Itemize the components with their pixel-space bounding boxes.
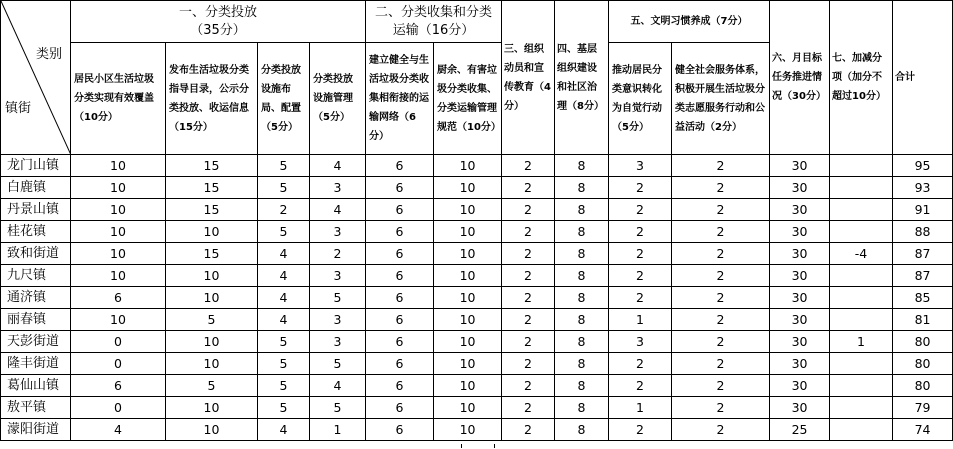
table-row	[1, 243, 953, 265]
score-cell: 10	[434, 331, 502, 353]
score-cell: 30	[770, 155, 830, 177]
score-cell: 2	[502, 287, 555, 309]
score-cell: 3	[609, 155, 672, 177]
score-cell: 10	[434, 375, 502, 397]
bonus-cell	[830, 155, 893, 177]
score-cell: 10	[166, 397, 258, 419]
table-row	[1, 331, 953, 353]
score-cell: 6	[366, 419, 434, 441]
score-cell: 6	[366, 353, 434, 375]
bonus-cell	[830, 419, 893, 441]
town-cell: 致和街道	[1, 243, 71, 265]
score-cell: 2	[258, 199, 310, 221]
score-cell: 4	[258, 243, 310, 265]
score-cell: 30	[770, 309, 830, 331]
score-cell: 4	[310, 375, 366, 397]
table-row	[1, 265, 953, 287]
score-cell: 5	[258, 353, 310, 375]
sub-header-1: 居民小区生活垃圾分类实现有效覆盖（10分）	[71, 43, 166, 155]
bonus-cell	[830, 265, 893, 287]
corner-category-label: 类别	[35, 47, 62, 62]
score-cell: 6	[366, 265, 434, 287]
town-cell: 通济镇	[1, 287, 71, 309]
total-cell: 80	[893, 375, 953, 397]
score-cell: 2	[609, 287, 672, 309]
score-cell: 10	[166, 331, 258, 353]
score-cell: 6	[366, 331, 434, 353]
town-cell: 隆丰街道	[1, 353, 71, 375]
score-cell: 8	[555, 155, 609, 177]
score-cell: 8	[555, 419, 609, 441]
total-cell: 79	[893, 397, 953, 419]
bonus-cell: 1	[830, 331, 893, 353]
score-cell: 5	[258, 155, 310, 177]
town-cell: 葛仙山镇	[1, 375, 71, 397]
score-cell: 5	[166, 375, 258, 397]
score-cell: 10	[71, 199, 166, 221]
total-cell: 87	[893, 243, 953, 265]
score-cell: 4	[258, 287, 310, 309]
score-cell: 6	[71, 287, 166, 309]
score-cell: 6	[366, 177, 434, 199]
sub-header-3: 分类投放设施布局、配置（5分）	[258, 43, 310, 155]
town-cell: 桂花镇	[1, 221, 71, 243]
score-cell: 8	[555, 177, 609, 199]
group-header-5: 五、文明习惯养成（7分）	[609, 1, 770, 43]
sub-header-7: 推动居民分类意识转化为自觉行动（5分）	[609, 43, 672, 155]
score-cell: 2	[609, 353, 672, 375]
bonus-cell	[830, 309, 893, 331]
total-cell: 80	[893, 353, 953, 375]
score-cell: 2	[672, 309, 770, 331]
score-cell: 2	[502, 265, 555, 287]
score-cell: 3	[609, 331, 672, 353]
bonus-cell	[830, 397, 893, 419]
sub-header-5: 建立健全与生活垃圾分类收集相衔接的运输网络（6分）	[366, 43, 434, 155]
score-cell: 10	[434, 419, 502, 441]
score-cell: 4	[310, 199, 366, 221]
score-cell: 30	[770, 375, 830, 397]
score-cell: 0	[71, 397, 166, 419]
score-cell: 5	[166, 309, 258, 331]
score-cell: 8	[555, 397, 609, 419]
sub-header-4: 分类投放设施管理（5分）	[310, 43, 366, 155]
score-cell: 6	[366, 221, 434, 243]
score-cell: 4	[71, 419, 166, 441]
score-cell: 25	[770, 419, 830, 441]
group-header-7: 七、加减分项（加分不超过10分）	[830, 1, 893, 155]
score-cell: 2	[672, 331, 770, 353]
score-cell: 2	[502, 177, 555, 199]
score-cell: 15	[166, 243, 258, 265]
score-cell: 30	[770, 331, 830, 353]
score-cell: 2	[502, 353, 555, 375]
bonus-cell	[830, 375, 893, 397]
score-cell: 10	[71, 221, 166, 243]
table-row	[1, 397, 953, 419]
score-cell: 10	[434, 243, 502, 265]
score-cell: 30	[770, 397, 830, 419]
total-cell: 85	[893, 287, 953, 309]
score-cell: 10	[166, 221, 258, 243]
town-cell: 白鹿镇	[1, 177, 71, 199]
score-cell: 3	[310, 331, 366, 353]
score-cell: 2	[502, 309, 555, 331]
bonus-cell	[830, 221, 893, 243]
town-cell: 敖平镇	[1, 397, 71, 419]
score-cell: 5	[258, 221, 310, 243]
score-cell: 2	[672, 155, 770, 177]
table-row	[1, 199, 953, 221]
score-cell: 3	[310, 177, 366, 199]
score-cell: 15	[166, 155, 258, 177]
score-cell: 8	[555, 287, 609, 309]
group-2-score: 运输（16分）	[392, 22, 475, 38]
table-row	[1, 419, 953, 441]
sub-header-2: 发布生活垃圾分类指导目录，公示分类投放、收运信息（15分）	[166, 43, 258, 155]
score-cell: 2	[502, 419, 555, 441]
score-cell: 30	[770, 221, 830, 243]
score-cell: 2	[502, 221, 555, 243]
score-cell: 10	[166, 265, 258, 287]
score-cell: 8	[555, 265, 609, 287]
table-edge-fragment	[461, 444, 495, 448]
score-cell: 2	[502, 155, 555, 177]
total-cell: 87	[893, 265, 953, 287]
table-row	[1, 309, 953, 331]
score-cell: 10	[434, 353, 502, 375]
total-cell: 95	[893, 155, 953, 177]
total-cell: 93	[893, 177, 953, 199]
total-cell: 80	[893, 331, 953, 353]
total-header: 合计	[893, 1, 953, 155]
table-row	[1, 177, 953, 199]
score-cell: 30	[770, 199, 830, 221]
score-cell: 10	[71, 177, 166, 199]
score-cell: 2	[609, 199, 672, 221]
score-cell: 6	[366, 155, 434, 177]
score-cell: 2	[502, 243, 555, 265]
table-body	[1, 155, 953, 441]
score-cell: 10	[71, 309, 166, 331]
group-2-title: 二、分类收集和分类	[375, 4, 493, 20]
group-header-4: 四、基层组织建设和社区治理（8分）	[555, 1, 609, 155]
score-cell: 10	[434, 397, 502, 419]
bonus-cell	[830, 353, 893, 375]
bonus-cell	[830, 177, 893, 199]
score-cell: 10	[71, 265, 166, 287]
group-1-score: （35分）	[190, 22, 246, 38]
score-cell: 2	[310, 243, 366, 265]
score-cell: 2	[672, 199, 770, 221]
score-cell: 6	[366, 243, 434, 265]
score-cell: 10	[434, 265, 502, 287]
sub-header-6: 厨余、有害垃圾分类收集、分类运输管理规范（10分）	[434, 43, 502, 155]
score-cell: 30	[770, 353, 830, 375]
group-header-2	[366, 1, 502, 43]
town-cell: 濛阳街道	[1, 419, 71, 441]
group-header-1	[71, 1, 366, 43]
score-cell: 8	[555, 199, 609, 221]
score-cell: 5	[258, 177, 310, 199]
score-cell: 2	[672, 221, 770, 243]
score-cell: 2	[672, 397, 770, 419]
score-cell: 2	[672, 287, 770, 309]
score-cell: 5	[258, 397, 310, 419]
score-cell: 10	[166, 353, 258, 375]
town-cell: 九尺镇	[1, 265, 71, 287]
score-cell: 2	[672, 177, 770, 199]
score-cell: 8	[555, 375, 609, 397]
score-cell: 2	[609, 243, 672, 265]
score-cell: 15	[166, 177, 258, 199]
score-cell: 5	[310, 353, 366, 375]
score-cell: 6	[366, 397, 434, 419]
score-cell: 2	[609, 419, 672, 441]
score-cell: 3	[310, 221, 366, 243]
score-cell: 8	[555, 353, 609, 375]
score-cell: 2	[502, 397, 555, 419]
town-cell: 丽春镇	[1, 309, 71, 331]
score-cell: 3	[310, 265, 366, 287]
score-cell: 2	[609, 177, 672, 199]
score-cell: 4	[310, 155, 366, 177]
score-cell: 2	[502, 331, 555, 353]
score-cell: 2	[672, 375, 770, 397]
table-row	[1, 155, 953, 177]
score-cell: 6	[366, 199, 434, 221]
score-cell: 0	[71, 353, 166, 375]
town-cell: 天彭街道	[1, 331, 71, 353]
score-cell: 2	[672, 419, 770, 441]
table-row	[1, 353, 953, 375]
total-cell: 81	[893, 309, 953, 331]
score-cell: 5	[258, 331, 310, 353]
score-cell: 2	[502, 199, 555, 221]
total-cell: 88	[893, 221, 953, 243]
score-cell: 6	[366, 309, 434, 331]
score-cell: 30	[770, 287, 830, 309]
corner-cell	[1, 1, 71, 155]
score-cell: 5	[310, 287, 366, 309]
score-cell: 2	[502, 375, 555, 397]
score-cell: 10	[434, 177, 502, 199]
score-cell: 0	[71, 331, 166, 353]
town-cell: 丹景山镇	[1, 199, 71, 221]
score-cell: 6	[366, 375, 434, 397]
table-row	[1, 287, 953, 309]
score-cell: 8	[555, 243, 609, 265]
score-cell: 10	[434, 309, 502, 331]
score-cell: 10	[434, 155, 502, 177]
score-cell: 10	[166, 419, 258, 441]
score-cell: 2	[609, 265, 672, 287]
score-cell: 30	[770, 243, 830, 265]
score-cell: 2	[672, 353, 770, 375]
score-cell: 30	[770, 265, 830, 287]
bonus-cell	[830, 287, 893, 309]
diagonal-line	[1, 1, 71, 155]
score-cell: 2	[672, 243, 770, 265]
corner-town-label: 镇街	[5, 101, 32, 116]
group-header-6: 六、月目标任务推进情况（30分）	[770, 1, 830, 155]
score-cell: 8	[555, 331, 609, 353]
score-cell: 2	[609, 375, 672, 397]
score-cell: 10	[434, 287, 502, 309]
score-cell: 10	[434, 199, 502, 221]
score-cell: 5	[310, 397, 366, 419]
score-cell: 4	[258, 265, 310, 287]
table-row	[1, 375, 953, 397]
score-cell: 10	[71, 243, 166, 265]
score-cell: 10	[434, 221, 502, 243]
bonus-cell: -4	[830, 243, 893, 265]
score-cell: 5	[258, 375, 310, 397]
score-cell: 10	[166, 287, 258, 309]
score-cell: 1	[609, 397, 672, 419]
table-row	[1, 221, 953, 243]
score-cell: 6	[366, 287, 434, 309]
score-cell: 10	[71, 155, 166, 177]
bonus-cell	[830, 199, 893, 221]
score-cell: 30	[770, 177, 830, 199]
score-cell: 4	[258, 309, 310, 331]
group-1-title: 一、分类投放	[179, 4, 258, 20]
town-cell: 龙门山镇	[1, 155, 71, 177]
sub-header-8: 健全社会服务体系，积极开展生活垃圾分类志愿服务行动和公益活动（2分）	[672, 43, 770, 155]
total-cell: 74	[893, 419, 953, 441]
score-cell: 8	[555, 309, 609, 331]
score-cell: 15	[166, 199, 258, 221]
score-cell: 3	[310, 309, 366, 331]
score-cell: 4	[258, 419, 310, 441]
score-cell: 6	[71, 375, 166, 397]
score-cell: 1	[609, 309, 672, 331]
score-cell: 8	[555, 221, 609, 243]
score-cell: 1	[310, 419, 366, 441]
header-row-groups	[1, 1, 953, 43]
score-cell: 2	[609, 221, 672, 243]
score-cell: 2	[672, 265, 770, 287]
total-cell: 91	[893, 199, 953, 221]
group-header-3: 三、组织动员和宣传教育（4分）	[502, 1, 555, 155]
